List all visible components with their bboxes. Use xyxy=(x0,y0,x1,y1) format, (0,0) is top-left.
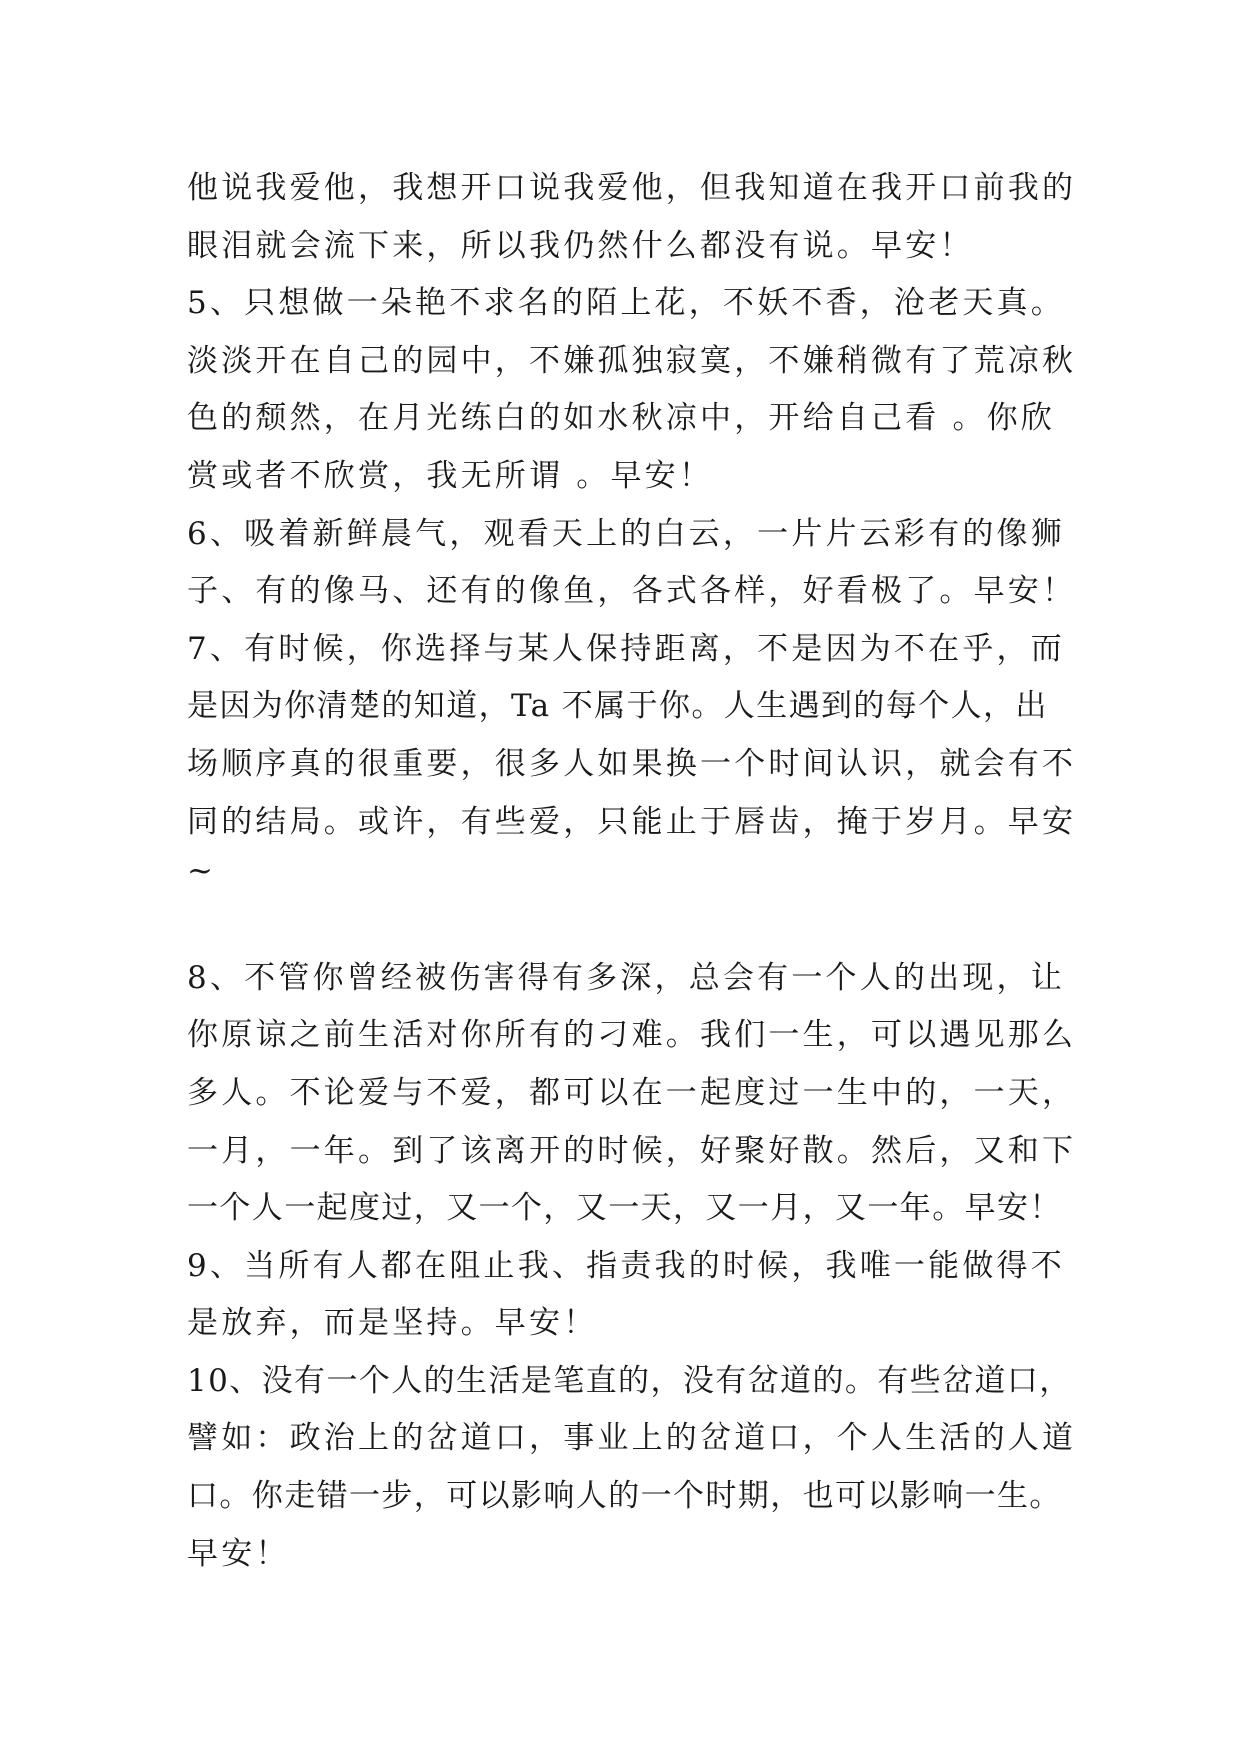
text-line: 6、吸着新鲜晨气，观看天上的白云，一片片云彩有的像狮 xyxy=(187,515,1065,552)
text-line: 一个人一起度过，又一个，又一天，又一月，又一年。早安！ xyxy=(187,1190,1062,1227)
text-line: 5、只想做一朵艳不求名的陌上花，不妖不香，沧老天真。 xyxy=(187,285,1065,322)
text-line: 7、有时候，你选择与某人保持距离，不是因为不在乎，而 xyxy=(187,630,1065,667)
text-line: 色的颓然，在月光练白的如水秋凉中，开给自己看 。你欣 xyxy=(187,400,1056,437)
paragraph-gap xyxy=(187,909,1087,950)
text-line: 譬如：政治上的岔道口，事业上的岔道口，个人生活的人道 xyxy=(187,1420,1077,1457)
text-line: 场顺序真的很重要，很多人如果换一个时间认识，就会有不 xyxy=(187,745,1077,782)
text-line: 子、有的像马、还有的像鱼，各式各样，好看极了。早安！ xyxy=(187,573,1077,610)
text-line: 一月，一年。到了该离开的时候，好聚好散。然后，又和下 xyxy=(187,1132,1077,1169)
text-line: 同的结局。或许，有些爱，只能止于唇齿，掩于岁月。早安 xyxy=(187,803,1077,840)
text-line: 多人。不论爱与不爱，都可以在一起度过一生中的，一天， xyxy=(187,1074,1077,1111)
text-line: 赏或者不欣赏，我无所谓 。早安！ xyxy=(187,457,714,494)
text-line: 口。你走错一步，可以影响人的一个时期，也可以影响一生。 xyxy=(187,1478,1062,1515)
text-line: 你原谅之前生活对你所有的刁难。我们一生，可以遇见那么 xyxy=(187,1017,1077,1054)
text-line: 他说我爱他，我想开口说我爱他，但我知道在我开口前我的 xyxy=(187,170,1077,206)
document-body xyxy=(187,160,1087,1583)
text-line: 10、没有一个人的生活是笔直的，没有岔道的。有些岔道口， xyxy=(187,1362,1072,1399)
text-line: 9、当所有人都在阻止我、指责我的时候，我唯一能做得不 xyxy=(187,1247,1065,1284)
text-line: 8、不管你曾经被伤害得有多深，总会有一个人的出现，让 xyxy=(187,959,1065,996)
text-line: 是放弃，而是坚持。早安！ xyxy=(187,1305,598,1342)
text-line: 是因为你清楚的知道，Ta 不属于你。人生遇到的每个人，出 xyxy=(187,688,1048,725)
text-line: ~ xyxy=(187,853,213,890)
text-line: 淡淡开在自己的园中，不嫌孤独寂寞，不嫌稍微有了荒凉秋 xyxy=(187,342,1077,379)
text-line: 眼泪就会流下来，所以我仍然什么都没有说。早安！ xyxy=(187,227,974,264)
text-line: 早安！ xyxy=(187,1535,290,1572)
